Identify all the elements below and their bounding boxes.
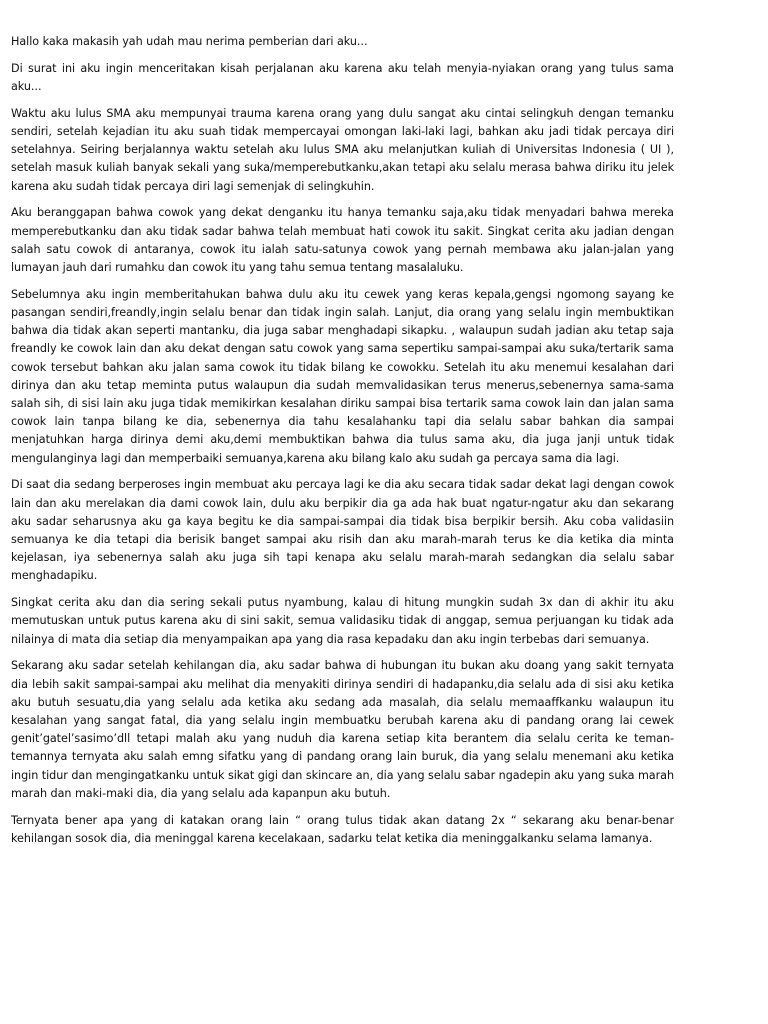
letter-body [11,33,674,857]
paragraph-ending: Ternyata bener apa yang di katakan orang lain “ orang tulus tidak akan datang 2x “ sekarang aku benar-benar kehilangan sosok dia, dia meninggal karena kecelakaan, sadarku telat ketika dia meninggalkanku selama lamanya. [11,813,674,845]
paragraph-background: Waktu aku lulus SMA aku mempunyai trauma karena orang yang dulu sangat aku cintai selingkuh dengan temanku sendiri, setelah kejadian itu aku suah tidak mempercayai omongan laki-laki lagi, bahkan aku jadi tidak percaya diri setelahnya. Seiring berjalannya waktu setelah aku lulus SMA aku melanjutkan kuliah di Universitas Indonesia ( UI ), setelah masuk kuliah banyak sekali yang suka/memperebutkanku,akan tetapi aku selalu merasa bahwa diriku itu jelek karena aku sudah tidak percaya diri lagi semenjak di selingkuhin. [11,106,674,193]
paragraph-conflict: Sebelumnya aku ingin memberitahukan bahwa dulu aku itu cewek yang keras kepala,gengsi ngomong sayang ke pasangan sendiri,freandly,ingin selalu benar dan tidak ingin salah. Lanjut, dia orang yang selalu ingin membuktikan bahwa dia tidak akan seperti mantanku, dia juga sabar menghadapi sikapku. , walaupun sudah jadian aku tetap saja freandly ke cowok lain dan aku dekat dengan satu cowok yang sama sepertiku sampai-sampai aku suka/tertarik sama cowok tersebut bahkan aku jalan sama cowok itu tidak bilang ke cowokku. Setelah itu aku menemui kesalahan dari dirinya dan aku tetap meminta putus walaupun dia sudah memvalidasikan terus menerus,sebenernya sama-sama salah sih, di sisi lain aku juga tidak memikirkan kesalahan diriku sampai bisa tertarik sama cowok lain dan jalan sama cowok lain tanpa bilang ke dia, sebenernya dia tahu kesalahanku tapi dia selalu sabar bahkan dia sampai menjatuhkan harga dirinya demi aku,demi membuktikan bahwa dia tulus sama aku, dia juga janji untuk tidak mengulanginya lagi dan memperbaiki semuanya,karena aku bilang kalo aku sudah ga percaya sama dia lagi. [11,287,674,465]
paragraph-relationship-start: Aku beranggapan bahwa cowok yang dekat denganku itu hanya temanku saja,aku tidak menyadari bahwa mereka memperebutkanku dan aku tidak sadar bahwa telah membuat hati cowok itu sakit. Singkat cerita aku jadian dengan salah satu cowok di antaranya, cowok itu ialah satu-satunya cowok yang pernah membawa aku jalan-jalan yang lumayan jauh dari rumahku dan cowok itu yang tahu semua tentang masalaluku. [11,206,674,275]
paragraph-intro: Di surat ini aku ingin menceritakan kisah perjalanan aku karena aku telah menyia-nyiakan orang yang tulus sama aku... [11,61,674,93]
paragraph-realization: Sekarang aku sadar setelah kehilangan dia, aku sadar bahwa di hubungan itu bukan aku doang yang sakit ternyata dia lebih sakit sampai-sampai aku melihat dia menyakiti dirinya sendiri di hadapanku,dia selalu ada di sisi aku ketika aku butuh sesuatu,dia yang selalu ada ketika aku sedang ada masalah, dia selalu memaaffkanku walaupun itu kesalahan yang sangat fatal, dia yang selalu ingin membuatku berubah karena aku di pandang orang lai cewek genit’gatel’sasimo’dll tetapi malah aku yang nuduh dia karena setiap kita berantem dia selalu cerita ke teman-temannya ternyata aku salah emng sifatku yang di pandang orang lain buruk, dia yang selalu menemani aku ketika ingin tidur dan mengingatkanku untuk sikat gigi dan skincare an, dia yang selalu sabar ngadepin aku yang suka marah marah dan maki-maki dia, dia yang selalu ada kapanpun aku butuh. [11,659,674,800]
paragraph-breakup: Singkat cerita aku dan dia sering sekali putus nyambung, kalau di hitung mungkin sudah 3x dan di akhir itu aku memutuskan untuk putus karena aku di sini sakit, semua validasiku tidak di anggap, semua perjuangan ku tidak ada nilainya di mata dia setiap dia menyampaikan apa yang dia rasa kepadaku dan aku ingin terbebas dari semuanya. [11,596,674,646]
paragraph-struggle: Di saat dia sedang berperoses ingin membuat aku percaya lagi ke dia aku secara tidak sadar dekat lagi dengan cowok lain dan aku merelakan dia dami cowok lain, dulu aku berpikir dia ga ada hak buat ngatur-ngatur aku dan sekarang aku sadar seharusnya aku ga kaya begitu ke dia sampai-sampai dia tidak bisa berpikir bersih. Aku coba validasiin semuanya ke dia tetapi dia berisik banget sampai aku risih dan aku marah-marah terus ke dia ketika dia minta kejelasan, iya sebenernya salah aku juga sih tapi kenapa aku selalu marah-marah sedangkan dia selalu sabar menghadapiku. [11,478,674,583]
paragraph-greeting: Hallo kaka makasih yah udah mau nerima pemberian dari aku... [11,35,368,48]
